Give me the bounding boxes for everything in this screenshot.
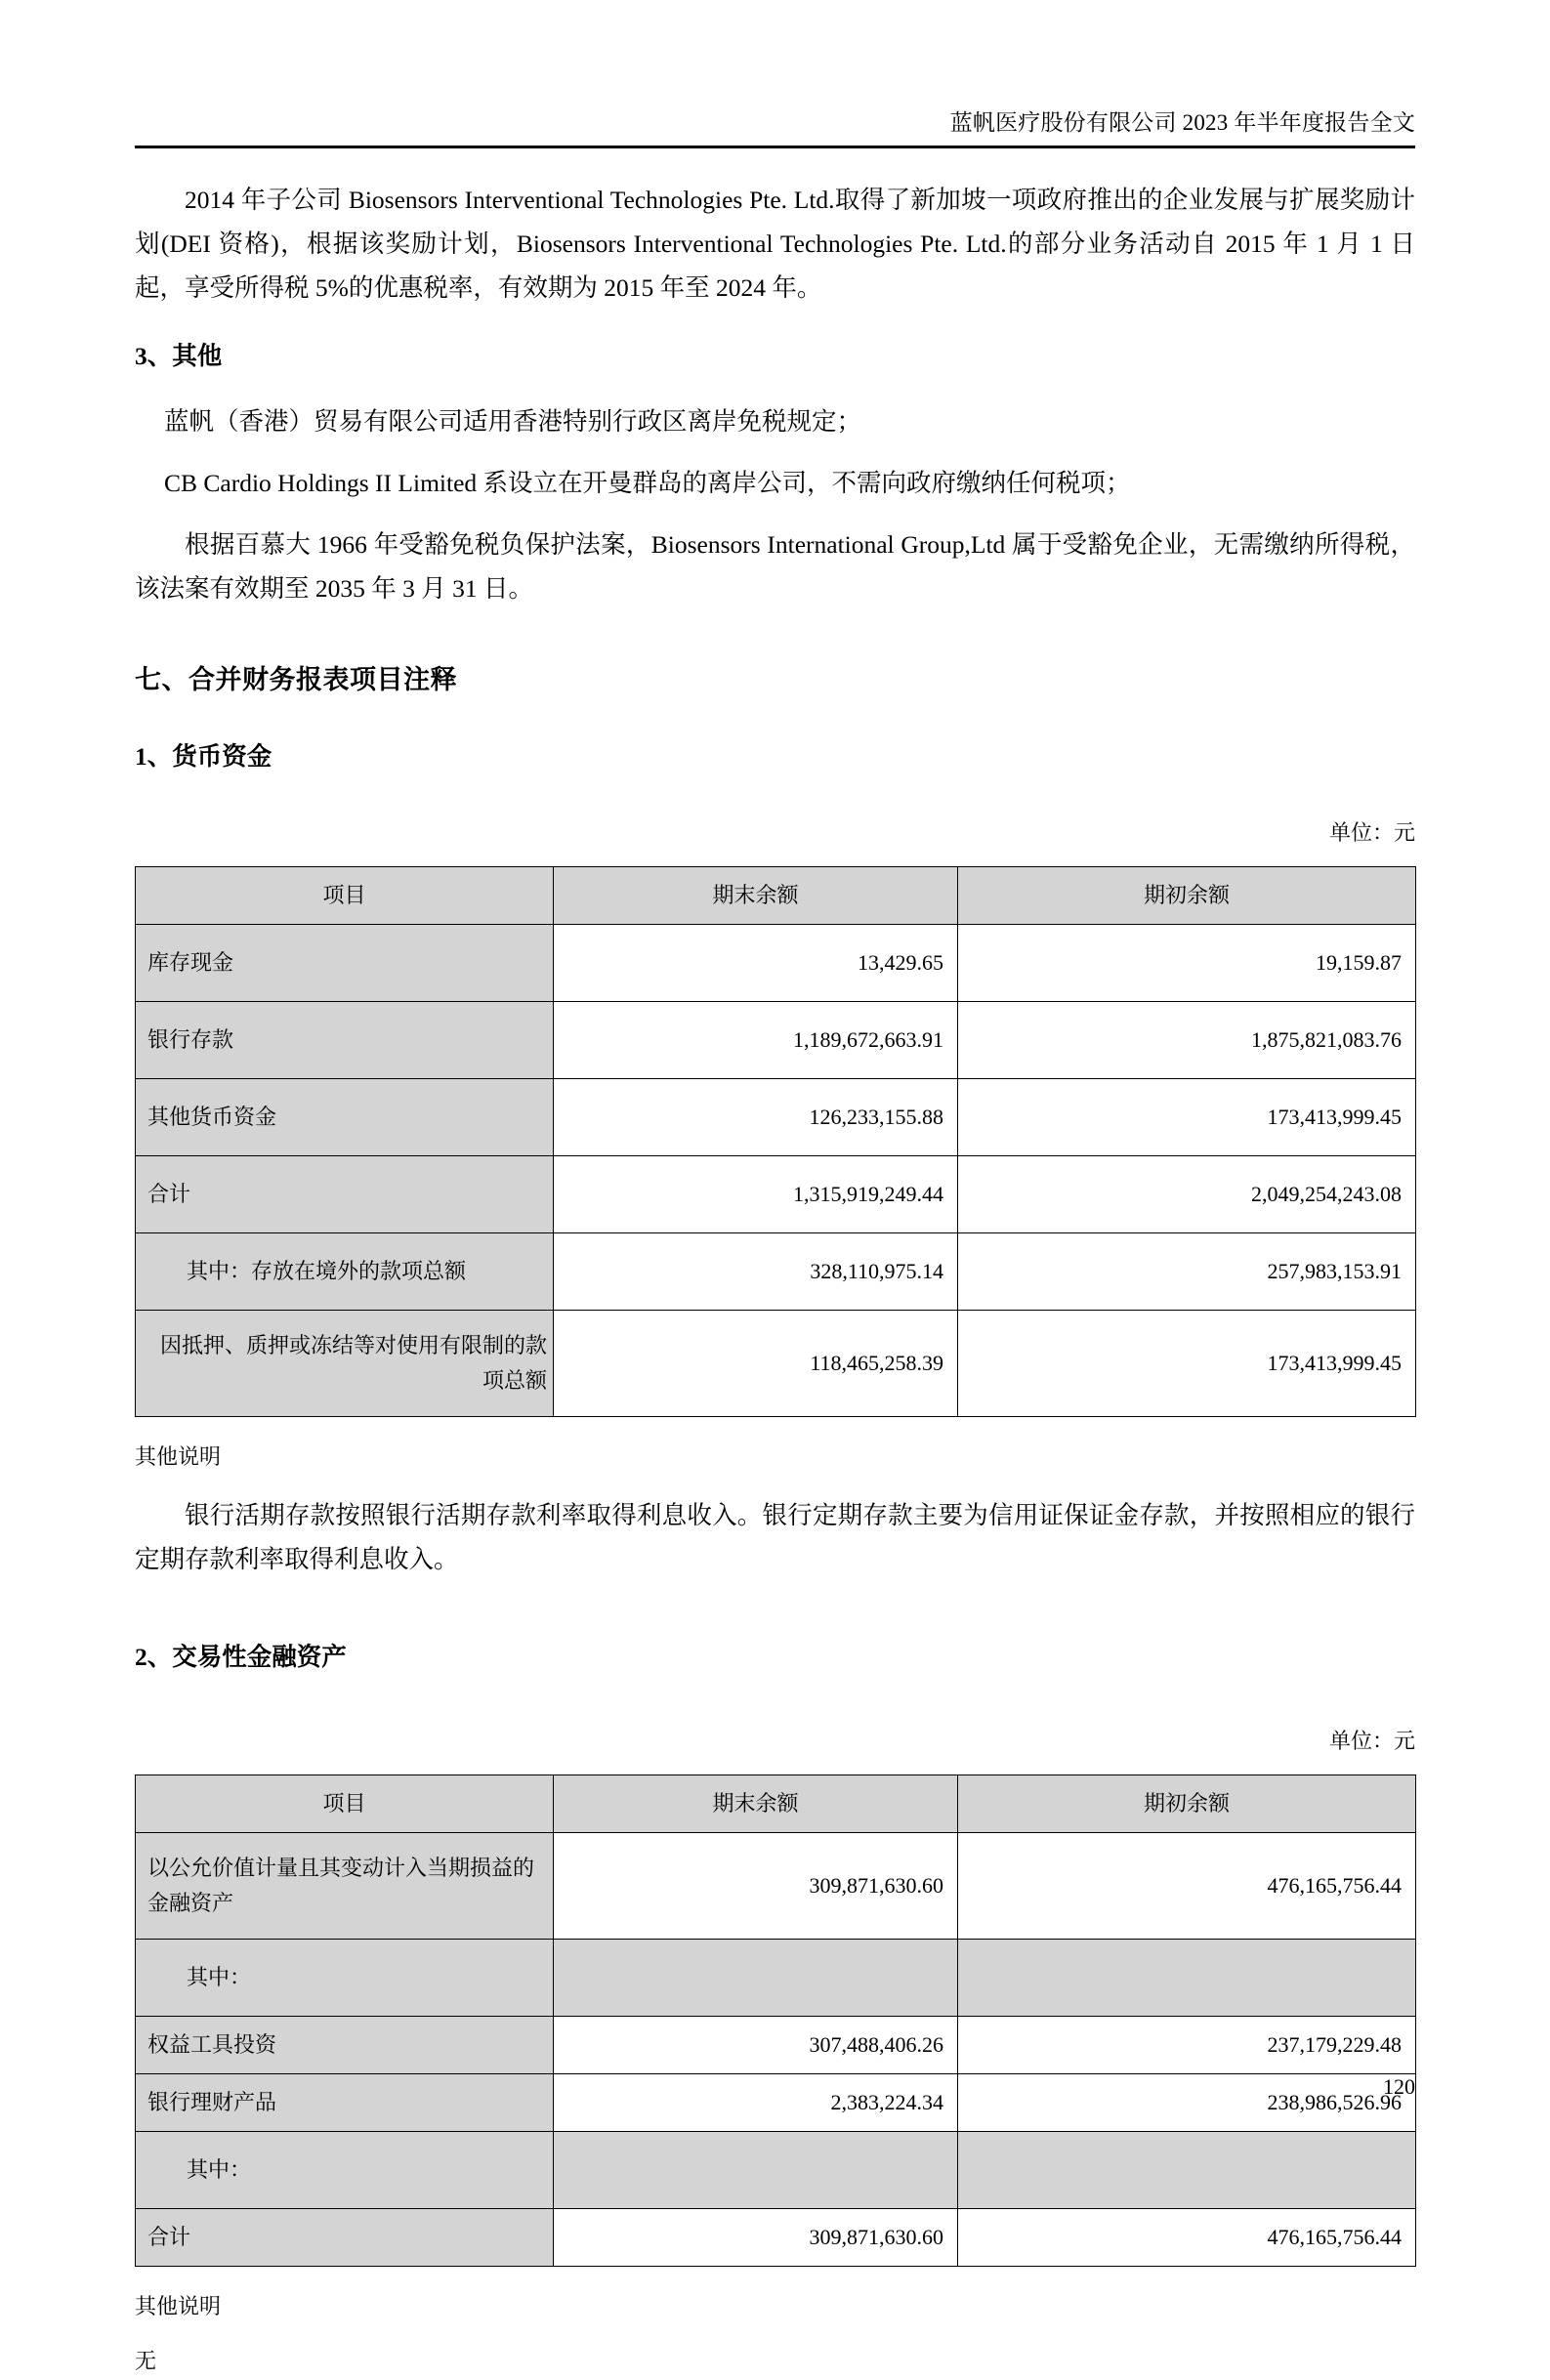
table-header-row [136, 866, 1416, 924]
table-row [136, 2208, 1416, 2266]
row-ending-balance [554, 2131, 958, 2208]
row-label-overseas-deposits: 其中：存放在境外的款项总额 [136, 1232, 554, 1310]
row-beginning-balance: 173,413,999.45 [958, 1310, 1416, 1416]
row-ending-balance: 307,488,406.26 [554, 2016, 958, 2073]
page-content [135, 0, 1415, 2380]
row-ending-balance: 1,189,672,663.91 [554, 1001, 958, 1078]
row-ending-balance: 1,315,919,249.44 [554, 1155, 958, 1232]
spacer [135, 1581, 1415, 1636]
row-label-of-which: 其中： [136, 2131, 554, 2208]
spacer [135, 1417, 1415, 1439]
table-row [136, 1155, 1416, 1232]
row-ending-balance: 309,871,630.60 [554, 1832, 958, 1939]
table-header-row [136, 1775, 1416, 1832]
row-label: 库存现金 [136, 924, 554, 1001]
paragraph-bermuda-act: 根据百慕大 1966 年受豁免税负保护法案，Biosensors International Group,Ltd 属于受豁免企业，无需缴纳所得税，该法案有效期至 2035 年 3 月 31 日。 [135, 529, 1415, 603]
page-header [135, 0, 1415, 148]
paragraph-dei-incentive: 2014 年子公司 Biosensors Interventional Technologies Pte. Ltd.取得了新加坡一项政府推出的企业发展与扩展奖励计划(DEI 资格)，根据该奖励计划，Biosensors Interventional Technologies Pte. Ltd.的部分业务活动自 2015 年 1 月 1 日起，享受所得税 5%的优惠税率，有效期为 2015 年至 2024 年。 [135, 185, 1415, 302]
table-row [136, 2131, 1416, 2208]
row-ending-balance: 328,110,975.14 [554, 1232, 958, 1310]
row-label-restricted-funds: 因抵押、质押或冻结等对使用有限制的款项总额 [136, 1310, 554, 1416]
other-note-label-fvtpl: 其他说明 [135, 2293, 222, 2318]
row-beginning-balance: 476,165,756.44 [958, 2208, 1416, 2266]
table-row [136, 1078, 1416, 1155]
row-ending-balance: 309,871,630.60 [554, 2208, 958, 2266]
heading-3-other: 3、其他 [135, 341, 223, 370]
row-beginning-balance: 237,179,229.48 [958, 2016, 1416, 2073]
row-label-fvtpl-assets: 以公允价值计量且其变动计入当期损益的金融资产 [136, 1832, 554, 1939]
row-beginning-balance: 476,165,756.44 [958, 1832, 1416, 1939]
spacer [135, 505, 1415, 522]
row-label-of-which: 其中： [136, 1939, 554, 2016]
row-beginning-balance: 2,049,254,243.08 [958, 1155, 1416, 1232]
unit-label-fvtpl-table: 单位：元 [1328, 1728, 1415, 1753]
paragraph-hongkong-trading: 蓝帆（香港）贸易有限公司适用香港特别行政区离岸免税规定； [164, 406, 862, 436]
spacer [135, 1757, 1415, 1775]
column-header-item: 项目 [136, 866, 554, 924]
row-label-total: 合计 [136, 2208, 554, 2266]
row-label-total: 合计 [136, 1155, 554, 1232]
spacer [135, 849, 1415, 866]
table-row [136, 2016, 1416, 2073]
table-row [136, 924, 1416, 1001]
spacer [135, 310, 1415, 335]
table-row [136, 2073, 1416, 2131]
row-label-bank-wealth-products: 银行理财产品 [136, 2073, 554, 2131]
row-ending-balance: 13,429.65 [554, 924, 958, 1001]
row-ending-balance: 118,465,258.39 [554, 1310, 958, 1416]
row-label-equity-investment: 权益工具投资 [136, 2016, 554, 2073]
other-note-value-fvtpl: 无 [135, 2348, 157, 2373]
spacer [135, 2267, 1415, 2288]
row-label: 其他货币资金 [136, 1078, 554, 1155]
spacer [135, 1679, 1415, 1726]
row-beginning-balance: 238,986,526.96 [958, 2073, 1416, 2131]
header-title: 蓝帆医疗股份有限公司 2023 年半年度报告全文 [949, 110, 1415, 135]
spacer [135, 148, 1415, 178]
table-row [136, 1310, 1416, 1416]
table-monetary-funds [135, 866, 1416, 1417]
table-trading-financial-assets [135, 1775, 1416, 2267]
table-row [136, 1832, 1416, 1939]
row-beginning-balance: 173,413,999.45 [958, 1078, 1416, 1155]
page-number: 120 [1383, 2074, 1415, 2099]
heading-seven-consolidated-notes: 七、合并财务报表项目注释 [135, 664, 457, 694]
spacer [135, 702, 1415, 735]
spacer [135, 443, 1415, 461]
table-row [136, 1001, 1416, 1078]
row-ending-balance: 2,383,224.34 [554, 2073, 958, 2131]
column-header-beginning-balance: 期初余额 [958, 1775, 1416, 1832]
row-beginning-balance: 19,159.87 [958, 924, 1416, 1001]
column-header-ending-balance: 期末余额 [554, 1775, 958, 1832]
row-label: 银行存款 [136, 1001, 554, 1078]
row-beginning-balance [958, 2131, 1416, 2208]
spacer [135, 378, 1415, 399]
spacer [135, 2325, 1415, 2343]
column-header-item: 项目 [136, 1775, 554, 1832]
paragraph-cb-cardio: CB Cardio Holdings II Limited 系设立在开曼群岛的离岸公司，不需向政府缴纳任何税项； [164, 468, 1131, 497]
table-row [136, 1232, 1416, 1310]
row-beginning-balance [958, 1939, 1416, 2016]
spacer [135, 1476, 1415, 1493]
paragraph-deposit-interest: 银行活期存款按照银行活期存款利率取得利息收入。银行定期存款主要为信用证保证金存款，并按照相应的银行定期存款利率取得利息收入。 [135, 1500, 1415, 1573]
table-row [136, 1939, 1416, 2016]
unit-label-cash-table: 单位：元 [1328, 819, 1415, 845]
column-header-ending-balance: 期末余额 [554, 866, 958, 924]
spacer [135, 778, 1415, 817]
heading-1-monetary-funds: 1、货币资金 [135, 741, 272, 771]
spacer [135, 610, 1415, 657]
row-beginning-balance: 1,875,821,083.76 [958, 1001, 1416, 1078]
row-beginning-balance: 257,983,153.91 [958, 1232, 1416, 1310]
column-header-beginning-balance: 期初余额 [958, 866, 1416, 924]
row-ending-balance [554, 1939, 958, 2016]
heading-2-trading-financial-assets: 2、交易性金融资产 [135, 1642, 347, 1671]
other-note-label-cash: 其他说明 [135, 1443, 222, 1469]
row-ending-balance: 126,233,155.88 [554, 1078, 958, 1155]
